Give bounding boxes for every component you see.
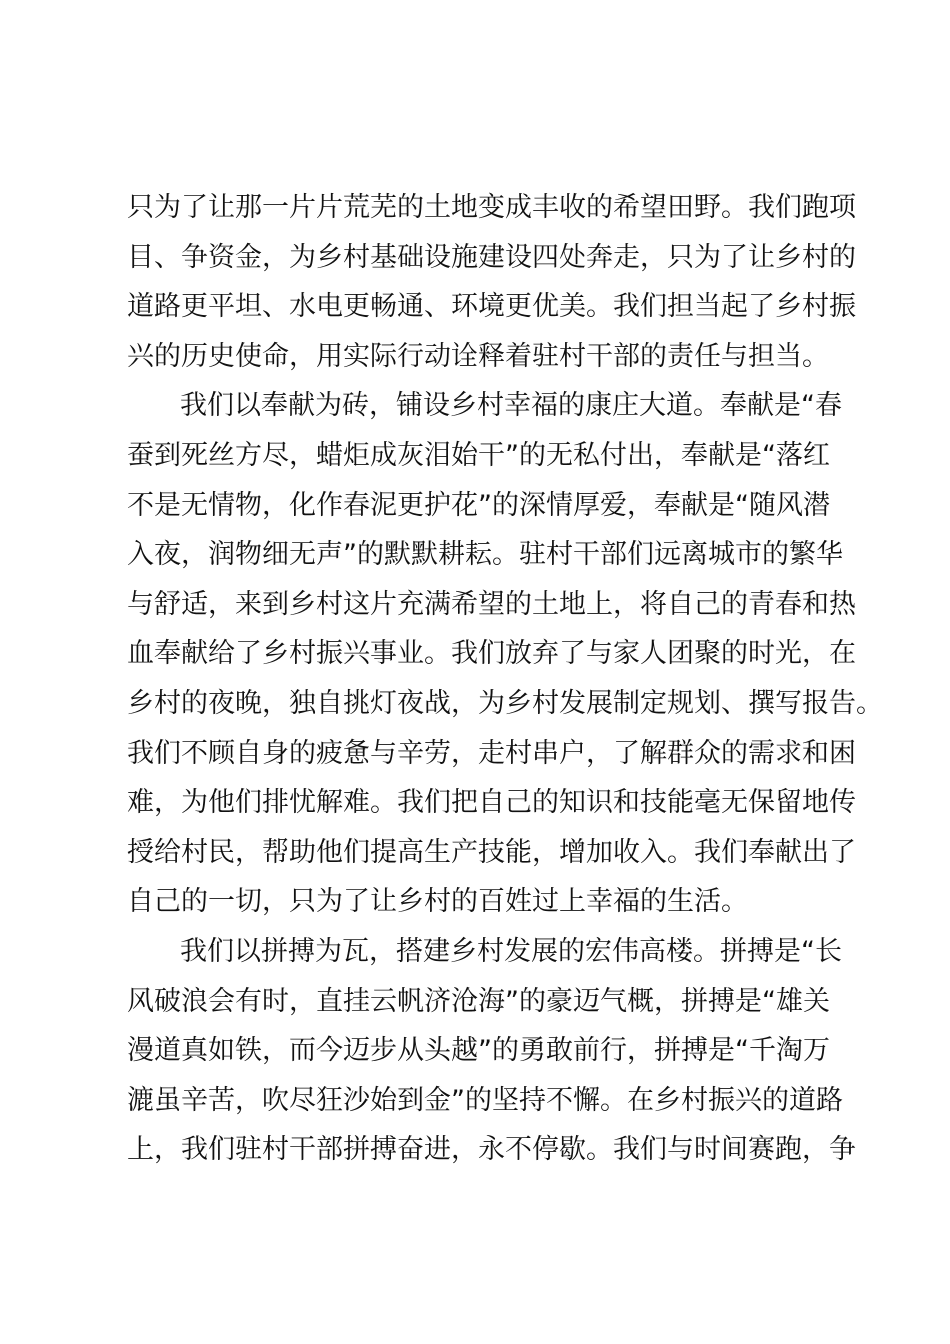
text-line: 自己的一切，只为了让乡村的百姓过上幸福的生活。 bbox=[127, 886, 748, 918]
text-line: 漉虽辛苦，吹尽狂沙始到金”的坚持不懈。在乡村振兴的道路 bbox=[127, 1084, 843, 1116]
paragraph-first-line: 我们以奉献为砖，铺设乡村幸福的康庄大道。奉献是“春 bbox=[180, 390, 842, 422]
text-line: 入夜，润物细无声”的默默耕耘。驻村干部们远离城市的繁华 bbox=[127, 539, 843, 571]
paragraph-first-line: 我们以拼搏为瓦，搭建乡村发展的宏伟高楼。拼搏是“长 bbox=[180, 935, 842, 967]
text-line: 只为了让那一片片荒芜的土地变成丰收的希望田野。我们跑项 bbox=[127, 192, 856, 223]
body-text bbox=[127, 183, 883, 1175]
text-line: 授给村民，帮助他们提高生产技能，增加收入。我们奉献出了 bbox=[127, 836, 856, 868]
text-line: 难，为他们排忧解难。我们把自己的知识和技能毫无保留地传 bbox=[127, 787, 856, 819]
text-line: 道路更平坦、水电更畅通、环境更优美。我们担当起了乡村振 bbox=[127, 291, 856, 323]
text-line: 我们不顾自身的疲惫与辛劳，走村串户，了解群众的需求和困 bbox=[127, 737, 856, 769]
text-line: 不是无情物，化作春泥更护花”的深情厚爱，奉献是“随风潜 bbox=[127, 489, 830, 521]
text-line: 与舒适，来到乡村这片充满希望的土地上，将自己的青春和热 bbox=[127, 588, 856, 620]
text-line: 蚕到死丝方尽，蜡炬成灰泪始干”的无私付出，奉献是“落红 bbox=[127, 439, 830, 471]
text-line: 风破浪会有时，直挂云帆济沧海”的豪迈气概，拼搏是“雄关 bbox=[127, 985, 830, 1017]
text-line: 血奉献给了乡村振兴事业。我们放弃了与家人团聚的时光，在 bbox=[127, 638, 856, 670]
text-line: 乡村的夜晚，独自挑灯夜战，为乡村发展制定规划、撰写报告。 bbox=[127, 687, 883, 719]
text-line: 兴的历史使命，用实际行动诠释着驻村干部的责任与担当。 bbox=[127, 340, 829, 372]
text-line: 上，我们驻村干部拼搏奋进，永不停歇。我们与时间赛跑，争 bbox=[127, 1134, 856, 1166]
text-line: 漫道真如铁，而今迈步从头越”的勇敢前行，拼搏是“千淘万 bbox=[127, 1035, 830, 1067]
text-line: 目、争资金，为乡村基础设施建设四处奔走，只为了让乡村的 bbox=[127, 241, 856, 273]
